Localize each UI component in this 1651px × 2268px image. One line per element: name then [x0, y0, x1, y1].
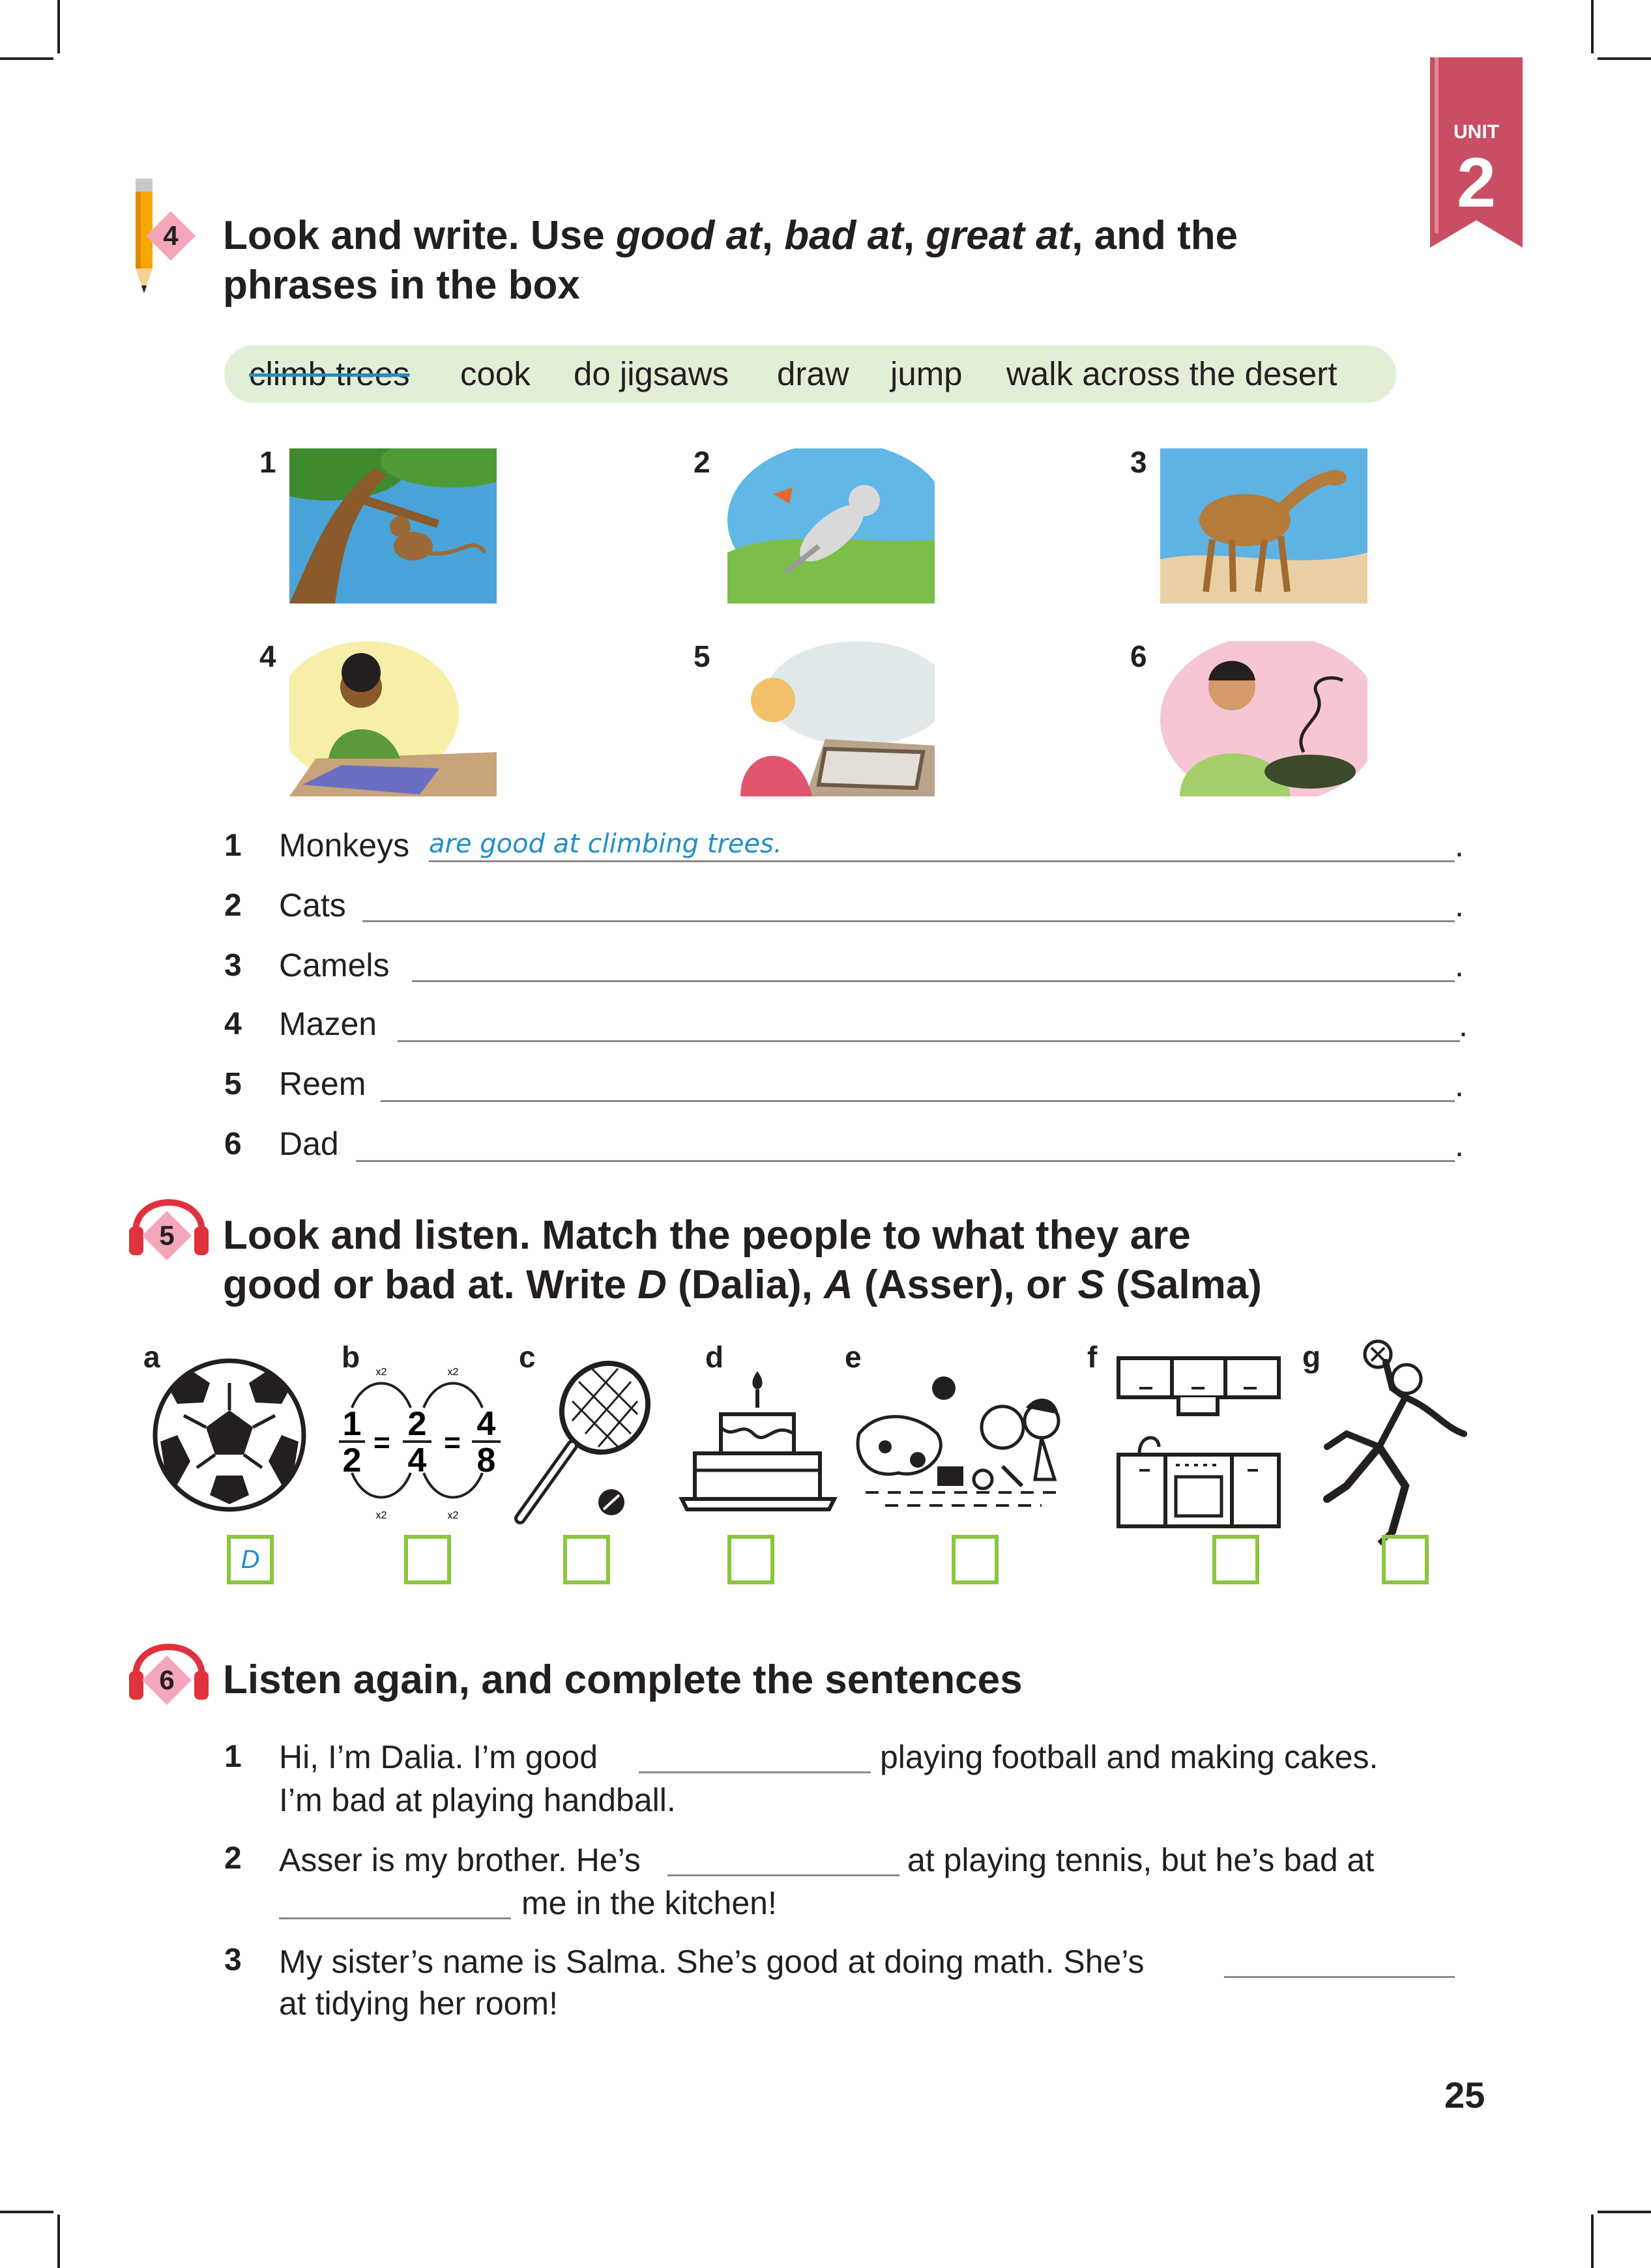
exercise-4-heading [223, 211, 1238, 310]
crop-mark [1598, 57, 1651, 60]
messy-room-icon [846, 1356, 1079, 1532]
fraction-denominator: 2 [342, 1442, 362, 1479]
answer-box-c[interactable] [563, 1535, 610, 1584]
picture-dad-cooking [1160, 641, 1367, 796]
sentence-number: 5 [224, 1067, 242, 1101]
heading-phrase-bad-at: bad at [784, 213, 903, 258]
unit-ribbon [1430, 57, 1523, 248]
picture-number: 5 [694, 639, 710, 673]
heading-text: , [761, 213, 785, 258]
fraction-numerator: 1 [342, 1405, 362, 1443]
blank-line[interactable] [667, 1874, 899, 1876]
sentence-text: at playing tennis, but he’s bad at [907, 1842, 1375, 1878]
crop-mark [1591, 2215, 1594, 2268]
sentence-text: My sister’s name is Salma. She’s good at doing math. She’s [279, 1943, 1145, 1980]
crop-mark [0, 2211, 53, 2213]
answer-box-value [1216, 1539, 1255, 1580]
picture-monkey-climbing [289, 448, 497, 603]
answer-box-value [567, 1539, 606, 1580]
sentence-subject: Camels [279, 947, 390, 983]
kitchen-icon [1113, 1356, 1284, 1532]
fractions-icon [326, 1356, 508, 1532]
exercise-4-badge [145, 210, 197, 262]
fraction-numerator: 2 [407, 1405, 427, 1443]
item-label-b: b [342, 1340, 360, 1374]
heading-phrase-good-at: good at [615, 213, 762, 258]
handball-picture [1308, 1336, 1483, 1551]
answer-line[interactable] [429, 860, 1455, 862]
page-number: 25 [1444, 2074, 1485, 2115]
exercise-5-heading [223, 1211, 1262, 1310]
answer-box-value [731, 1539, 770, 1580]
exercise-6-heading: Listen again, and complete the sentences [223, 1657, 1023, 1702]
football-icon [151, 1357, 308, 1513]
period: . [1459, 1007, 1468, 1043]
sentence-text: I’m bad at playing handball. [279, 1782, 676, 1818]
unit-number: 2 [1456, 143, 1497, 222]
answer-line[interactable] [356, 1160, 1455, 1162]
sentence-text: me in the kitchen! [521, 1885, 777, 1921]
item-label-a: a [143, 1340, 160, 1374]
fractions-picture [326, 1356, 508, 1532]
period: . [1455, 1067, 1464, 1103]
answer-box-g[interactable] [1382, 1535, 1429, 1584]
sentence-text: Asser is my brother. He’s [279, 1842, 641, 1878]
item-label-c: c [519, 1340, 536, 1374]
heading-text: (Salma) [1104, 1262, 1262, 1307]
handball-player-icon [1308, 1336, 1483, 1551]
crop-mark [57, 0, 60, 53]
sentence-number: 1 [224, 828, 242, 863]
tennis-picture [507, 1356, 661, 1532]
answer-line[interactable] [362, 920, 1455, 922]
fraction-denominator: 8 [476, 1442, 496, 1479]
crop-mark [0, 57, 53, 60]
picture-number: 1 [259, 445, 276, 479]
answer-box-d[interactable] [727, 1535, 774, 1584]
crop-mark [1591, 0, 1594, 53]
phrase-cook: cook [460, 355, 531, 392]
times-two-label: x2 [375, 1510, 387, 1521]
cake-icon [675, 1356, 841, 1532]
sentence-text: at tidying her room! [279, 1985, 558, 2022]
exercise-number: 4 [163, 220, 179, 251]
phrase-draw: draw [777, 355, 849, 392]
kitchen-picture [1113, 1356, 1284, 1532]
blank-line[interactable] [639, 1771, 871, 1773]
equals-sign: = [444, 1427, 461, 1459]
period: . [1455, 947, 1464, 983]
cat-illustration [727, 448, 935, 603]
exercise-5-badge [141, 1210, 193, 1262]
crop-mark [57, 2215, 60, 2268]
sentence-subject: Mazen [279, 1006, 377, 1042]
period: . [1455, 887, 1464, 923]
sentence-number: 2 [224, 888, 242, 923]
cooking-illustration [1160, 641, 1367, 796]
exercise-number: 5 [159, 1220, 175, 1251]
monkey-illustration [289, 448, 497, 603]
sentence-subject: Reem [279, 1066, 366, 1102]
picture-number: 4 [259, 639, 276, 673]
heading-text: , and the [1072, 213, 1238, 258]
picture-boy-jigsaw [289, 641, 497, 796]
sentence-number: 2 [224, 1841, 242, 1876]
picture-number: 6 [1130, 639, 1147, 673]
phrase-jump: jump [890, 355, 963, 392]
crop-mark [1598, 2211, 1651, 2213]
sentence-number: 6 [224, 1127, 242, 1161]
picture-cat-jumping [727, 448, 935, 603]
item-label-f: f [1087, 1340, 1098, 1374]
phrase-walk-across-the-desert: walk across the desert [1006, 355, 1337, 392]
sentence-subject: Cats [279, 887, 346, 923]
equals-sign: = [373, 1427, 390, 1459]
fraction-numerator: 4 [476, 1405, 496, 1443]
cake-picture [675, 1356, 841, 1532]
picture-girl-drawing [727, 641, 935, 796]
heading-text: phrases in the box [223, 263, 580, 308]
heading-text: (Dalia), [666, 1262, 825, 1307]
unit-label: UNIT [1454, 121, 1499, 143]
times-two-label: x2 [375, 1367, 387, 1378]
messy-room-picture [846, 1356, 1079, 1532]
sentence-text: Hi, I’m Dalia. I’m good [279, 1739, 598, 1775]
times-two-label: x2 [447, 1510, 459, 1521]
fraction-denominator: 4 [407, 1442, 427, 1479]
answer-box-b[interactable] [404, 1535, 451, 1584]
picture-number: 2 [694, 445, 710, 479]
item-label-d: d [705, 1340, 724, 1374]
times-two-label: x2 [447, 1367, 459, 1378]
answer-line[interactable] [412, 980, 1455, 982]
heading-text: , [903, 213, 926, 258]
sentence-number: 3 [224, 1943, 242, 1977]
camel-illustration [1160, 448, 1367, 603]
answer-box-value [956, 1539, 995, 1580]
heading-text: (Asser), or [853, 1262, 1078, 1307]
letter-a: A [824, 1262, 853, 1307]
letter-d: D [637, 1262, 667, 1307]
answer-box-f[interactable] [1212, 1535, 1259, 1584]
sentence-text: playing football and making cakes. [880, 1739, 1379, 1775]
jigsaw-illustration [289, 641, 497, 796]
answer-box-value [1386, 1539, 1425, 1580]
sentence-number: 3 [224, 948, 242, 983]
picture-camel-desert [1160, 448, 1367, 603]
answer-line[interactable] [381, 1100, 1455, 1102]
answer-box-a[interactable] [227, 1535, 274, 1584]
item-label-e: e [845, 1340, 862, 1374]
heading-text: Look and listen. Match the people to what they are [223, 1213, 1191, 1258]
answer-box-value [408, 1539, 447, 1580]
answer-line[interactable] [398, 1040, 1460, 1042]
answer-box-e[interactable] [952, 1535, 999, 1584]
sentence-number: 4 [224, 1007, 242, 1041]
sentence-subject: Dad [279, 1126, 339, 1162]
heading-text: Look and write. Use [223, 213, 616, 258]
phrase-do-jigsaws: do jigsaws [574, 355, 729, 392]
exercise-6-badge [141, 1654, 193, 1706]
sentence-number: 1 [224, 1739, 242, 1774]
letter-s: S [1077, 1262, 1105, 1307]
football-picture [151, 1357, 308, 1513]
tennis-racket-icon [507, 1356, 661, 1532]
sentence-answer[interactable]: are good at climbing trees. [429, 829, 782, 859]
blank-line[interactable] [1224, 1976, 1455, 1978]
item-label-g: g [1302, 1340, 1321, 1374]
exercise-number: 6 [159, 1665, 175, 1695]
period: . [1455, 827, 1464, 864]
blank-line[interactable] [279, 1917, 511, 1919]
picture-number: 3 [1130, 445, 1147, 479]
phrase-climb-trees: climb trees [249, 355, 410, 392]
heading-phrase-great-at: great at [926, 213, 1072, 258]
heading-text: good or bad at. Write [223, 1262, 638, 1307]
answer-box-value: D [241, 1545, 260, 1574]
sentence-subject: Monkeys [279, 827, 410, 864]
period: . [1455, 1127, 1464, 1163]
drawing-illustration [727, 641, 935, 796]
